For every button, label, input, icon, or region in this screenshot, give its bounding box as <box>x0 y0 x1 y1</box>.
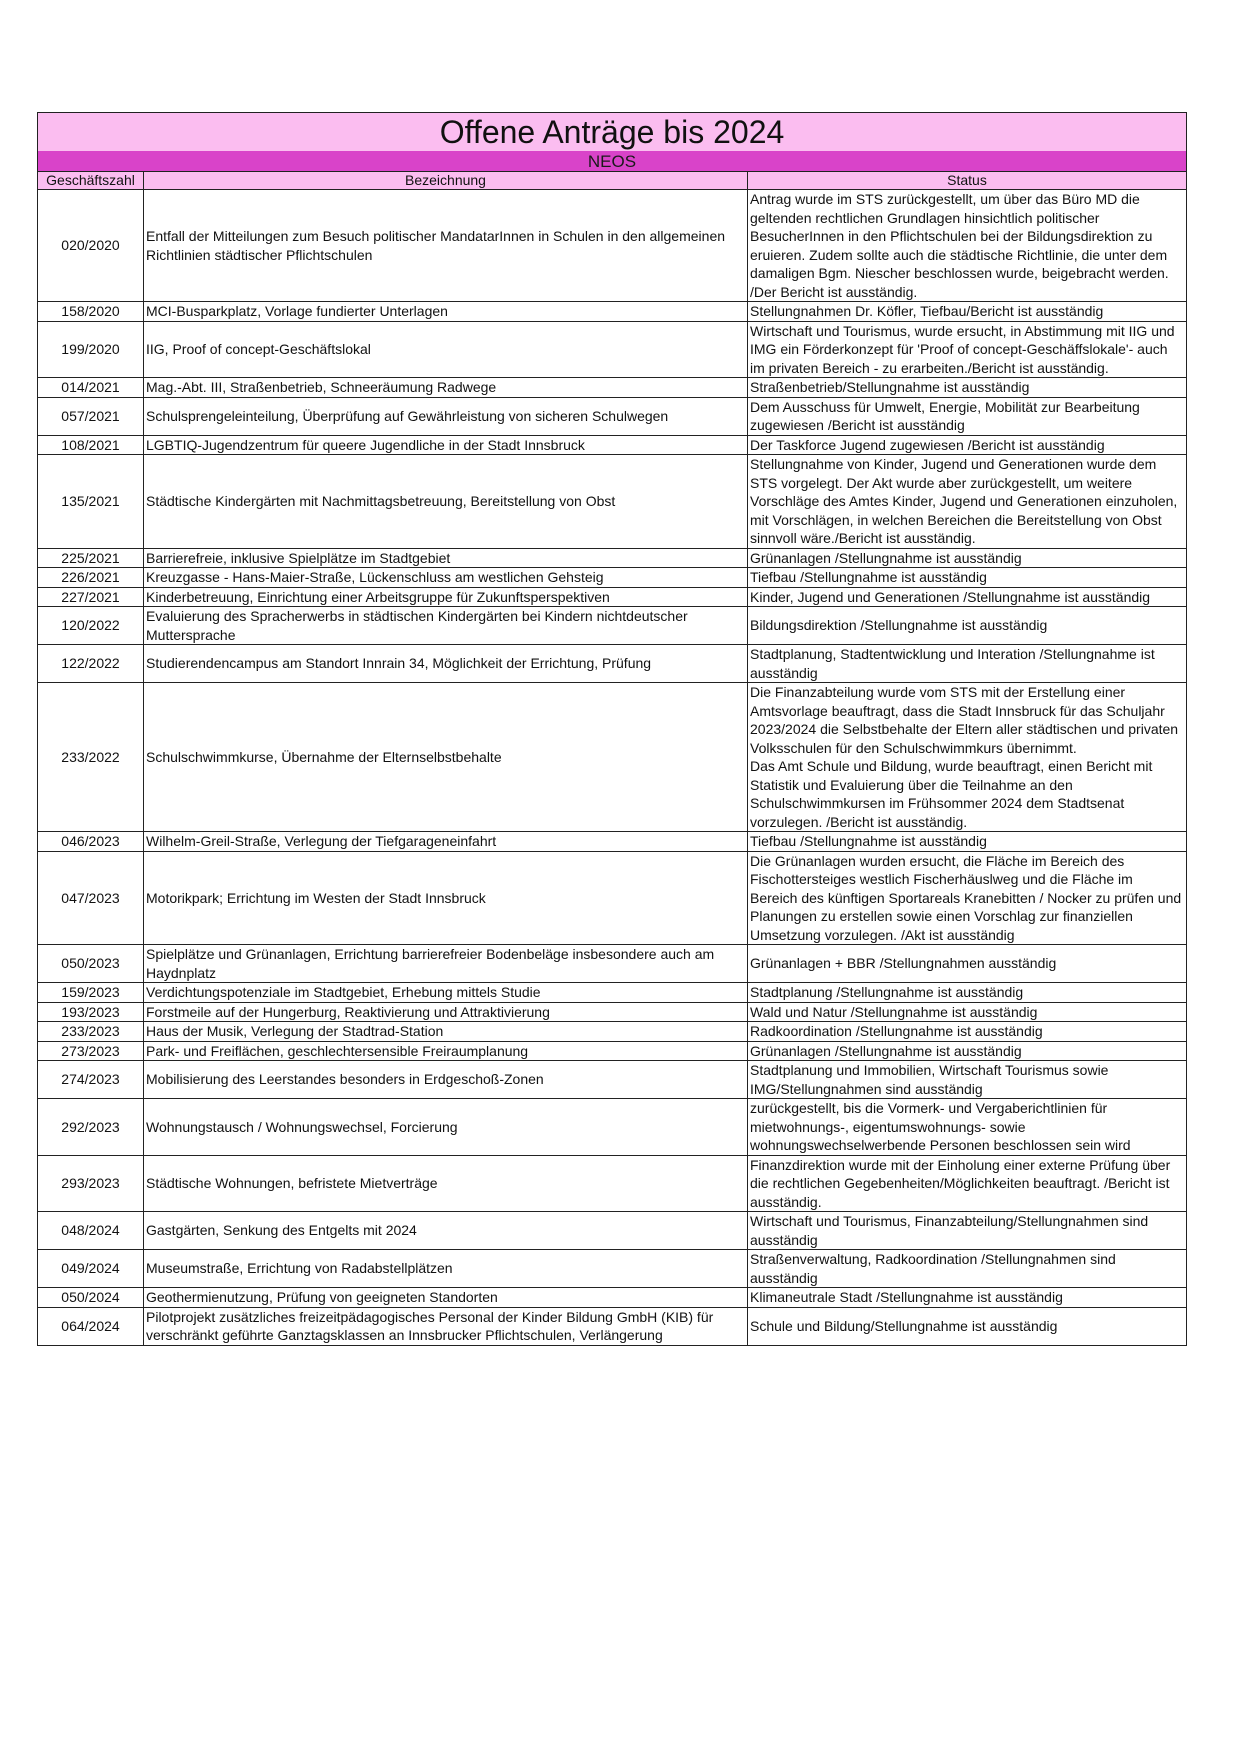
cell-status: Grünanlagen /Stellungnahme ist ausständig <box>748 548 1187 568</box>
party-label: NEOS <box>38 151 1187 172</box>
cell-number: 048/2024 <box>38 1212 144 1250</box>
cell-number: 135/2021 <box>38 455 144 549</box>
cell-number: 158/2020 <box>38 302 144 322</box>
cell-description: IIG, Proof of concept-Geschäftslokal <box>144 321 748 378</box>
cell-status: Stellungnahmen Dr. Köfler, Tiefbau/Bericht ist ausständig <box>748 302 1187 322</box>
table-row <box>38 1288 1187 1308</box>
cell-description: Gastgärten, Senkung des Entgelts mit 2024 <box>144 1212 748 1250</box>
cell-description: Verdichtungspotenziale im Stadtgebiet, Erhebung mittels Studie <box>144 983 748 1003</box>
cell-number: 226/2021 <box>38 568 144 588</box>
table-row <box>38 321 1187 378</box>
cell-description: Entfall der Mitteilungen zum Besuch politischer MandatarInnen in Schulen in den allgemeinen Richtlinien städtischer Pflichtschulen <box>144 190 748 302</box>
cell-number: 274/2023 <box>38 1061 144 1099</box>
cell-number: 046/2023 <box>38 832 144 852</box>
cell-status: Finanzdirektion wurde mit der Einholung einer externe Prüfung über die rechtlichen Gegebenheiten/Möglichkeiten beauftragt. /Bericht ist ausständig. <box>748 1155 1187 1212</box>
cell-number: 120/2022 <box>38 607 144 645</box>
cell-status: Die Grünanlagen wurden ersucht, die Fläche im Bereich des Fischottersteiges westlich Fischerhäuslweg und die Fläche im Bereich des künftigen Sportareals Kranebitten / Nocker zu prüfen und Planungen zu erstellen sowie einen Vorschlag zur finanziellen Umsetzung vorzulegen. /Akt ist ausständig <box>748 851 1187 945</box>
table-row <box>38 587 1187 607</box>
cell-status: Dem Ausschuss für Umwelt, Energie, Mobilität zur Bearbeitung zugewiesen /Bericht ist ausständig <box>748 397 1187 435</box>
title-row <box>38 113 1187 152</box>
cell-status: Grünanlagen /Stellungnahme ist ausständig <box>748 1041 1187 1061</box>
cell-description: Park- und Freiflächen, geschlechtersensible Freiraumplanung <box>144 1041 748 1061</box>
table-row <box>38 1099 1187 1156</box>
cell-number: 293/2023 <box>38 1155 144 1212</box>
column-header-description: Bezeichnung <box>144 172 748 190</box>
cell-description: Haus der Musik, Verlegung der Stadtrad-Station <box>144 1022 748 1042</box>
table-row <box>38 851 1187 945</box>
cell-status: Schule und Bildung/Stellungnahme ist ausständig <box>748 1307 1187 1345</box>
cell-description: LGBTIQ-Jugendzentrum für queere Jugendliche in der Stadt Innsbruck <box>144 435 748 455</box>
cell-description: Städtische Wohnungen, befristete Mietverträge <box>144 1155 748 1212</box>
cell-number: 273/2023 <box>38 1041 144 1061</box>
document-sheet <box>37 112 1186 1346</box>
cell-description: Städtische Kindergärten mit Nachmittagsbetreuung, Bereitstellung von Obst <box>144 455 748 549</box>
table-row <box>38 1250 1187 1288</box>
table-row <box>38 645 1187 683</box>
cell-description: MCI-Busparkplatz, Vorlage fundierter Unterlagen <box>144 302 748 322</box>
cell-number: 049/2024 <box>38 1250 144 1288</box>
table-row <box>38 435 1187 455</box>
cell-status: Die Finanzabteilung wurde vom STS mit der Erstellung einer Amtsvorlage beauftragt, dass die Stadt Innsbruck für das Schuljahr 2023/2024 die Selbstbehalte der Eltern aller städtischen und privaten Volksschulen für den Schulschwimmkurs übernimmt. Das Amt Schule und Bildung, wurde beauftragt, einen Bericht mit Statistik und Evaluierung über die Teilnahme an den Schulschwimmkursen im Frühsommer 2024 dem Stadtsenat vorzulegen. /Bericht ist ausständig. <box>748 683 1187 832</box>
table-row <box>38 1041 1187 1061</box>
table-row <box>38 568 1187 588</box>
cell-description: Forstmeile auf der Hungerburg, Reaktivierung und Attraktivierung <box>144 1002 748 1022</box>
cell-status: zurückgestellt, bis die Vormerk- und Vergaberichtlinien für mietwohnungs-, eigentumswohnungs- sowie wohnungswechselwerbende Personen beschlossen sein wird <box>748 1099 1187 1156</box>
cell-description: Wilhelm-Greil-Straße, Verlegung der Tiefgarageneinfahrt <box>144 832 748 852</box>
cell-number: 233/2022 <box>38 683 144 832</box>
table-row <box>38 683 1187 832</box>
cell-number: 159/2023 <box>38 983 144 1003</box>
cell-status: Stadtplanung /Stellungnahme ist ausständig <box>748 983 1187 1003</box>
column-header-number: Geschäftszahl <box>38 172 144 190</box>
table-row <box>38 378 1187 398</box>
cell-description: Pilotprojekt zusätzliches freizeitpädagogisches Personal der Kinder Bildung GmbH (KIB) für verschränkt geführte Ganztagsklassen an Innsbrucker Pflichtschulen, Verlängerung <box>144 1307 748 1345</box>
cell-description: Schulschwimmkurse, Übernahme der Elternselbstbehalte <box>144 683 748 832</box>
cell-number: 292/2023 <box>38 1099 144 1156</box>
cell-description: Wohnungstausch / Wohnungswechsel, Forcierung <box>144 1099 748 1156</box>
column-header-status: Status <box>748 172 1187 190</box>
table-row <box>38 832 1187 852</box>
table-body <box>38 190 1187 1346</box>
page-title: Offene Anträge bis 2024 <box>38 113 1187 152</box>
cell-status: Grünanlagen + BBR /Stellungnahmen ausständig <box>748 945 1187 983</box>
cell-status: Kinder, Jugend und Generationen /Stellungnahme ist ausständig <box>748 587 1187 607</box>
cell-number: 050/2023 <box>38 945 144 983</box>
cell-number: 233/2023 <box>38 1022 144 1042</box>
cell-description: Schulsprengeleinteilung, Überprüfung auf Gewährleistung von sicheren Schulwegen <box>144 397 748 435</box>
table-row <box>38 983 1187 1003</box>
table-row <box>38 190 1187 302</box>
cell-status: Klimaneutrale Stadt /Stellungnahme ist ausständig <box>748 1288 1187 1308</box>
cell-status: Straßenbetrieb/Stellungnahme ist ausständig <box>748 378 1187 398</box>
cell-number: 122/2022 <box>38 645 144 683</box>
table-row <box>38 302 1187 322</box>
motions-table <box>37 112 1187 1346</box>
cell-number: 193/2023 <box>38 1002 144 1022</box>
cell-description: Studierendencampus am Standort Innrain 34, Möglichkeit der Errichtung, Prüfung <box>144 645 748 683</box>
cell-description: Mag.-Abt. III, Straßenbetrieb, Schneeräumung Radwege <box>144 378 748 398</box>
cell-status: Wald und Natur /Stellungnahme ist ausständig <box>748 1002 1187 1022</box>
cell-number: 020/2020 <box>38 190 144 302</box>
cell-status: Der Taskforce Jugend zugewiesen /Bericht ist ausständig <box>748 435 1187 455</box>
table-row <box>38 607 1187 645</box>
cell-number: 108/2021 <box>38 435 144 455</box>
cell-description: Kinderbetreuung, Einrichtung einer Arbeitsgruppe für Zukunftsperspektiven <box>144 587 748 607</box>
cell-description: Motorikpark; Errichtung im Westen der Stadt Innsbruck <box>144 851 748 945</box>
table-row <box>38 1155 1187 1212</box>
cell-description: Spielplätze und Grünanlagen, Errichtung barrierefreier Bodenbeläge insbesondere auch am Haydnplatz <box>144 945 748 983</box>
cell-number: 057/2021 <box>38 397 144 435</box>
cell-status: Stadtplanung, Stadtentwicklung und Interation /Stellungnahme ist ausständig <box>748 645 1187 683</box>
table-row <box>38 1002 1187 1022</box>
table-row <box>38 548 1187 568</box>
cell-description: Kreuzgasse - Hans-Maier-Straße, Lückenschluss am westlichen Gehsteig <box>144 568 748 588</box>
cell-status: Stadtplanung und Immobilien, Wirtschaft Tourismus sowie IMG/Stellungnahmen sind ausständig <box>748 1061 1187 1099</box>
cell-status: Bildungsdirektion /Stellungnahme ist ausständig <box>748 607 1187 645</box>
cell-number: 014/2021 <box>38 378 144 398</box>
cell-description: Barrierefreie, inklusive Spielplätze im Stadtgebiet <box>144 548 748 568</box>
table-row <box>38 1061 1187 1099</box>
cell-status: Tiefbau /Stellungnahme ist ausständig <box>748 568 1187 588</box>
cell-description: Evaluierung des Spracherwerbs in städtischen Kindergärten bei Kindern nichtdeutscher Muttersprache <box>144 607 748 645</box>
table-row <box>38 1307 1187 1345</box>
table-row <box>38 945 1187 983</box>
cell-status: Antrag wurde im STS zurückgestellt, um über das Büro MD die geltenden rechtlichen Grundlagen hinsichtlich politischer BesucherInnen in den Pflichtschulen bei der Bildungsdirektion zu eruieren. Zudem sollte auch die städtische Richtlinie, die unter dem damaligen Bgm. Niescher beschlossen wurde, beigebracht werden. /Der Bericht ist ausständig. <box>748 190 1187 302</box>
table-row <box>38 1022 1187 1042</box>
cell-number: 227/2021 <box>38 587 144 607</box>
cell-description: Mobilisierung des Leerstandes besonders in Erdgeschoß-Zonen <box>144 1061 748 1099</box>
party-row <box>38 151 1187 172</box>
cell-number: 199/2020 <box>38 321 144 378</box>
cell-status: Stellungnahme von Kinder, Jugend und Generationen wurde dem STS vorgelegt. Der Akt wurde aber zurückgestellt, um weitere Vorschläge des Amtes Kinder, Jugend und Generationen einzuholen, mit Vorschlägen, in welchen Bereichen die Bereitstellung von Obst sinnvoll wäre./Bericht ist ausständig. <box>748 455 1187 549</box>
cell-number: 225/2021 <box>38 548 144 568</box>
cell-description: Geothermienutzung, Prüfung von geeigneten Standorten <box>144 1288 748 1308</box>
cell-status: Straßenverwaltung, Radkoordination /Stellungnahmen sind ausständig <box>748 1250 1187 1288</box>
cell-status: Tiefbau /Stellungnahme ist ausständig <box>748 832 1187 852</box>
cell-status: Wirtschaft und Tourismus, wurde ersucht, in Abstimmung mit IIG und IMG ein Förderkonzept für 'Proof of concept-Geschäffslokale'- auch im privaten Bereich - zu erarbeiten./Bericht ist ausständig. <box>748 321 1187 378</box>
table-row <box>38 1212 1187 1250</box>
table-row <box>38 455 1187 549</box>
cell-status: Wirtschaft und Tourismus, Finanzabteilung/Stellungnahmen sind ausständig <box>748 1212 1187 1250</box>
table-row <box>38 397 1187 435</box>
cell-description: Museumstraße, Errichtung von Radabstellplätzen <box>144 1250 748 1288</box>
cell-number: 047/2023 <box>38 851 144 945</box>
column-header-row <box>38 172 1187 190</box>
cell-number: 050/2024 <box>38 1288 144 1308</box>
cell-number: 064/2024 <box>38 1307 144 1345</box>
cell-status: Radkoordination /Stellungnahme ist ausständig <box>748 1022 1187 1042</box>
